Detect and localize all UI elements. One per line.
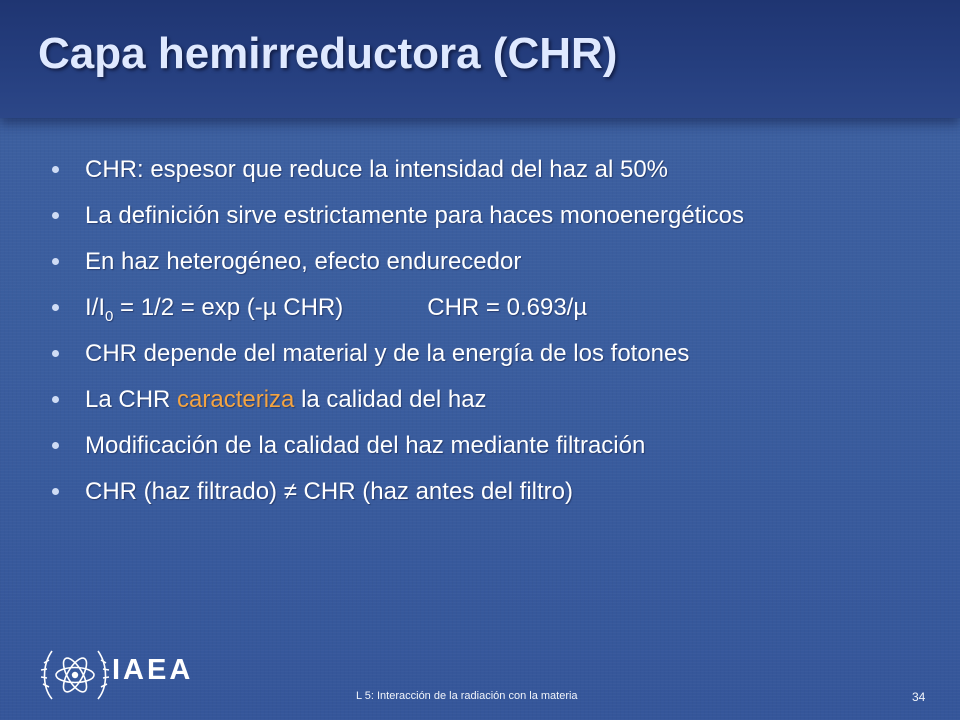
bullet-item <box>48 246 928 277</box>
highlighted-word: caracteriza <box>177 386 295 413</box>
bullet-text: CHR depende del material y de la energía de los fotones <box>85 340 690 367</box>
page-number: 34 <box>912 690 926 704</box>
bullet-dot-icon <box>52 166 59 173</box>
bullet-dot-icon <box>52 212 59 219</box>
bullet-text: En haz heterogéneo, efecto endurecedor <box>85 248 522 275</box>
bullet-item-formula <box>48 292 928 323</box>
bullet-text-after: la calidad del haz <box>294 386 487 413</box>
bullet-dot-icon <box>52 350 59 357</box>
title-bar <box>0 0 960 118</box>
bullet-item <box>48 430 928 461</box>
bullet-text-before: La CHR <box>85 386 178 413</box>
bullet-text: La definición sirve estrictamente para haces monoenergéticos <box>85 202 745 229</box>
bullet-dot-icon <box>52 304 59 311</box>
iaea-emblem-icon <box>38 637 112 711</box>
slide-title: Capa hemirreductora (CHR) <box>38 29 618 78</box>
bullet-item <box>48 476 928 507</box>
lecture-footer: L 5: Interacción de la radiación con la materia <box>356 690 578 702</box>
not-equal-symbol: ≠ <box>283 478 297 505</box>
iaea-logo-text: IAEA <box>112 654 194 686</box>
bullet-dot-icon <box>52 258 59 265</box>
bullet-text: CHR: espesor que reduce la intensidad del haz al 50% <box>85 156 669 183</box>
bullet-dot-icon <box>52 488 59 495</box>
bullet-text-before: CHR (haz filtrado) <box>85 478 284 505</box>
bullet-item <box>48 154 928 185</box>
bullet-text-after: CHR (haz antes del filtro) <box>296 478 573 505</box>
bullet-item <box>48 384 928 415</box>
formula-left: I/I <box>85 294 106 321</box>
bullet-dot-icon <box>52 442 59 449</box>
bullet-text: Modificación de la calidad del haz mediante filtración <box>85 432 646 459</box>
formula-subscript: 0 <box>105 308 114 325</box>
bullet-item <box>48 338 928 369</box>
formula-right: CHR = 0.693/µ <box>427 294 588 321</box>
bullet-dot-icon <box>52 396 59 403</box>
bullet-list <box>48 154 928 522</box>
bullet-item <box>48 200 928 231</box>
formula-middle: = 1/2 = exp (-µ CHR) <box>113 294 344 321</box>
